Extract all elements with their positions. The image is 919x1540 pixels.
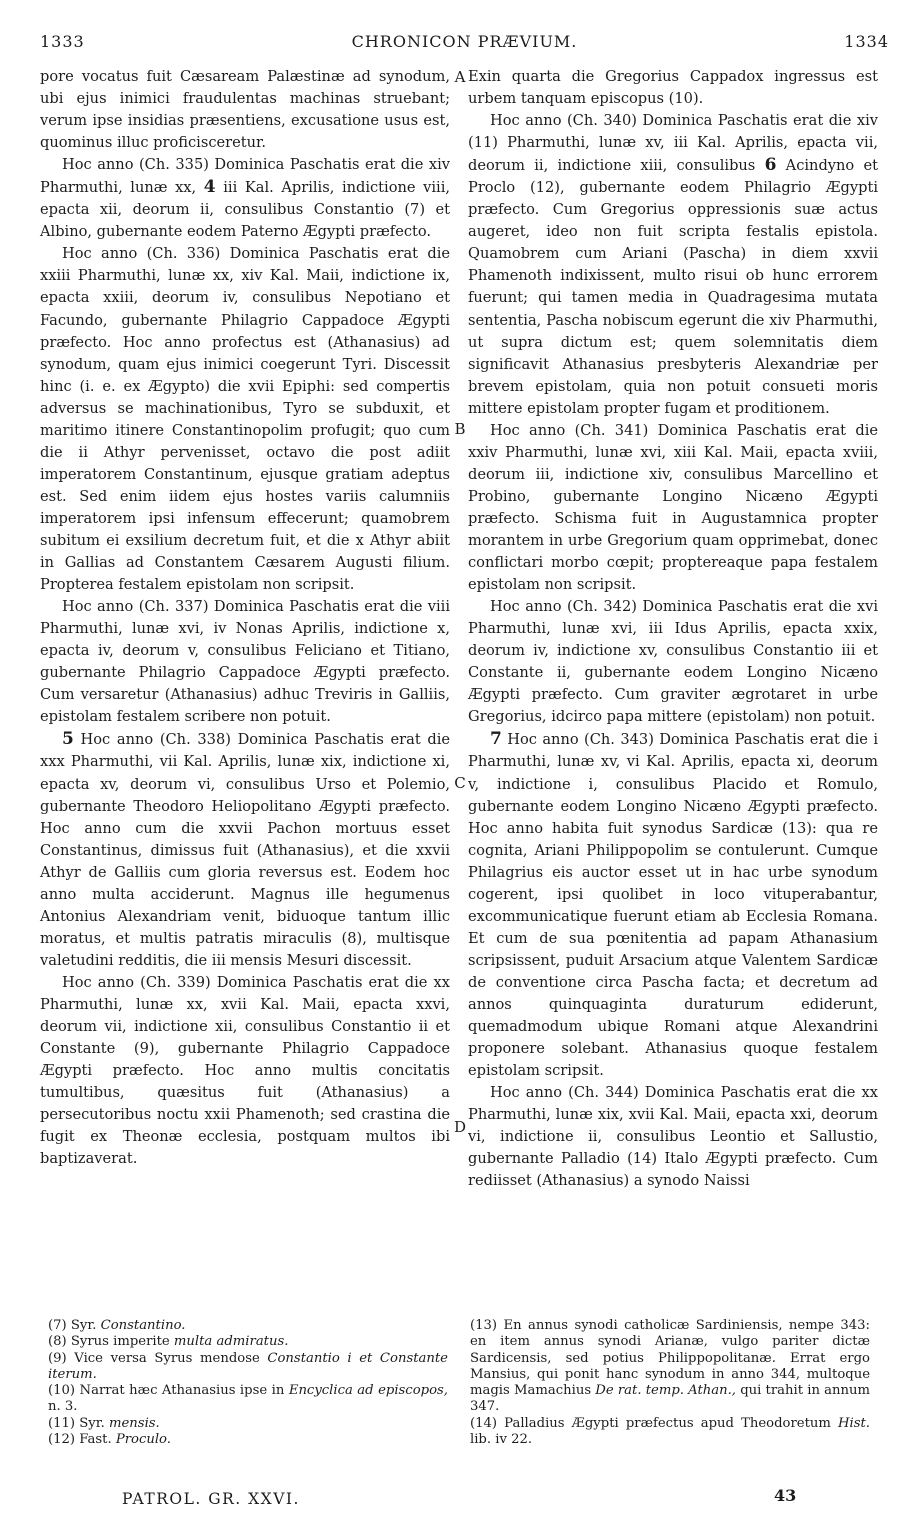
left-column <box>40 66 450 1170</box>
paragraph-text: Acindyno et Proclo (12), gubernante eodem Philagrio Ægypti præfecto. Cum Gregorius oppressionis suæ actus augeret, ideo non fuit scripta festalis epistola. Quamobrem cum Ariani (Pascha) in diem xxvii Phamenoth indixissent, multo risui ob hunc errorem fuerunt; qui tamen media in Quadragesima mutata sententia, Pascha nobiscum egerunt die xiv Pharmuthi, ut supra dictum est; quem solemnitatis diem significavit Athanasius presbyteris Alexandriæ per brevem epistolam, quia non potuit consueti moris mittere epistolam propter fugam et proditionem. <box>468 157 878 417</box>
footnote-text: (8) Syrus imperite <box>48 1334 170 1350</box>
page-number-right: 1334 <box>844 32 889 51</box>
footnote <box>48 1318 448 1334</box>
section-number: 6 <box>764 155 777 176</box>
footnotes-right <box>470 1318 870 1448</box>
running-head <box>40 32 889 56</box>
footnote-italic: Proculo. <box>115 1432 171 1448</box>
paragraph <box>468 728 878 1082</box>
right-column <box>468 66 878 1192</box>
paragraph: Hoc anno (Ch. 337) Dominica Paschatis erat die viii Pharmuthi, lunæ xvi, iv Nonas Aprilis, indictione x, epacta iv, deorum v, consulibus Feliciano et Titiano, gubernante Philagrio Cappadoce Ægypti præfecto. Cum versaretur (Athanasius) adhuc Treviris in Galliis, epistolam festalem scribere non potuit. <box>40 598 450 726</box>
paragraph: Hoc anno (Ch. 336) Dominica Paschatis erat die xxiii Pharmuthi, lunæ xx, xiv Kal. Maii, indictione ix, epacta xxiii, deorum iv, consulibus Nepotiano et Facundo, gubernante Philagrio Cappadoce Ægypti præfecto. Hoc anno profectus est (Athanasius) ad synodum, quam ejus inimici coegerunt Tyri. Discessit hinc (i. e. ex Ægypto) die xvii Epiphi: sed compertis adversus se machinationibus, Tyro se subduxit, et maritimo itinere Constantinopolim profugit; quo cum die ii Athyr pervenisset, octavo die post adiit imperatorem Constantinum, ejusque gratiam adeptus est. Sed enim iidem ejus hostes variis calumniis imperatorem ipsi infensum effecerunt; quamobrem subitum ei exsilium decretum fuit, et die x Athyr abiit in Gallias ad Constantem Cæsarem Augusti filium. Propterea festalem epistolam non scripsit. <box>40 245 450 594</box>
series-footer: PATROL. GR. XXVI. <box>122 1490 300 1508</box>
paragraph: Hoc anno (Ch. 342) Dominica Paschatis erat die xvi Pharmuthi, lunæ xvi, iii Idus Aprilis, epacta xxix, deorum iv, indictione xv, consulibus Constantio iii et Constante ii, gubernante eodem Longino Nicæno Ægypti præfecto. Cum graviter ægrotaret in urbe Gregorius, idcirco papa mittere (epistolam) non potuit. <box>468 598 878 726</box>
footnote <box>48 1334 448 1350</box>
footnote <box>470 1318 870 1416</box>
paragraph-text: Hoc anno (Ch. 340) Dominica Paschatis erat die xiv (11) Pharmuthi, lunæ xv, iii Kal. Aprilis, epacta vii, deorum ii, indictione xiii, consulibus <box>468 112 878 175</box>
footnote-text: (11) Syr. <box>48 1415 105 1431</box>
footnote-italic: Constantino. <box>100 1318 186 1333</box>
paragraph-text: Hoc anno (Ch. 335) Dominica Paschatis erat die xiv Pharmuthi, lunæ xx, <box>40 156 450 197</box>
footnote-text: (10) Narrat hæc Athanasius ipse in <box>48 1383 285 1399</box>
paragraph-text: iii Kal. Aprilis, indictione viii, epacta xii, deorum ii, consulibus Constantio (7) et Albino, gubernante eodem Paterno Ægypti præfecto. <box>40 179 451 241</box>
footnotes-left <box>48 1318 448 1448</box>
margin-letter-d: D <box>453 1118 467 1136</box>
paragraph: pore vocatus fuit Cæsaream Palæstinæ ad synodum, ubi ejus inimici fraudulentas machinas struebant; verum ipse insidias præsentiens, excusatione usus est, quominus illuc proficisceretur. <box>40 68 450 152</box>
section-number: 5 <box>62 729 74 750</box>
footnote-text: n. 3. <box>48 1399 78 1415</box>
signature-mark: 43 <box>774 1486 797 1505</box>
footnote-italic: mensis. <box>109 1415 160 1431</box>
footnote-italic: Encyclica ad episcopos, <box>288 1383 448 1399</box>
page-title: CHRONICON PRÆVIUM. <box>351 32 578 51</box>
paragraph-text: Hoc anno (Ch. 338) Dominica Paschatis erat die xxx Pharmuthi, vii Kal. Aprilis, lunæ xix, indictione xi, epacta xv, deorum vi, consulibus Urso et Polemio, gubernante Theodoro Heliopolitano Ægypti præfecto. Hoc anno cum die xxvii Pachon mortuus esset Constantinus, dimissus fuit (Athanasius), et die xxvii Athyr de Galliis cum gloria reversus est. Eodem hoc anno multa acciderunt. Magnus ille hegumenus Antonius Alexandriam venit, biduoque tantum illic moratus, et multis patratis miraculis (8), multisque valetudini redditis, die iii mensis Mesuri discessit. <box>40 731 451 969</box>
page-number-left: 1333 <box>40 32 85 51</box>
paragraph: Hoc anno (Ch. 339) Dominica Paschatis erat die xx Pharmuthi, lunæ xx, xvii Kal. Maii, epacta xxvi, deorum vii, indictione xii, consulibus Constantio ii et Constante (9), gubernante Philagrio Cappadoce Ægypti præfecto. Hoc anno multis concitatis tumultibus, quæsitus fuit (Athanasius) a persecutoribus noctu xxii Phamenoth; sed crastina die fugit ex Theonæ ecclesia, postquam multos ibi baptizaverat. <box>40 973 450 1168</box>
margin-letter-b: B <box>454 420 466 438</box>
footnote-text: (7) Syr. <box>48 1318 97 1333</box>
paragraph: Exin quarta die Gregorius Cappadox ingressus est urbem tanquam episcopus (10). <box>468 68 878 108</box>
footnote <box>48 1383 448 1416</box>
paragraph-text: Hoc anno (Ch. 343) Dominica Paschatis erat die i Pharmuthi, lunæ xv, vi Kal. Aprilis, epacta xi, deorum v, indictione i, consulibus Placido et Romulo, gubernante eodem Longino Nicæno Ægypti præfecto. Hoc anno habita fuit synodus Sardicæ (13): qua re cognita, Ariani Philippopolim se contulerunt. Cumque Philagrius eis auctor esset ut in hac urbe synodum cogerent, ipsi quolibet in loco vituperabantur, excommunicatique fuerunt etiam ab Ecclesia Romana. Et cum de sua pœnitentia ad papam Athanasium scripsissent, puduit Arsacium atque Valentem Sardicæ de conventione circa Pascha facta; et decretum ad annos quinquaginta duraturum ediderunt, quemadmodum ubique Romani atque Alexandrini proponere solebant. Athanasius quoque festalem epistolam scripsit. <box>468 731 879 1080</box>
section-number: 7 <box>490 729 502 750</box>
footnote <box>48 1432 448 1448</box>
paragraph <box>40 154 450 243</box>
footnote-text: (9) Vice versa Syrus mendose <box>48 1350 260 1366</box>
footnote-italic: multa admiratus. <box>173 1334 289 1350</box>
paragraph: Hoc anno (Ch. 341) Dominica Paschatis erat die xxiv Pharmuthi, lunæ xvi, xiii Kal. Maii, epacta xviii, deorum iii, indictione xiv, consulibus Marcellino et Probino, gubernante Longino Nicæno Ægypti præfecto. Schisma fuit in Augustamnica propter morantem in urbe Gregorium quam opprimebat, donec conflictari morbo cœpit; proptereaque papa festalem epistolam non scripsit. <box>468 421 878 594</box>
margin-letter-a: A <box>454 68 466 86</box>
footnote-text: qui trahit in annum 347. <box>470 1383 870 1415</box>
paragraph: Hoc anno (Ch. 344) Dominica Paschatis erat die xx Pharmuthi, lunæ xix, xvii Kal. Maii, epacta xxi, deorum vi, indictione ii, consulibus Leontio et Sallustio, gubernante Palladio (14) Italo Ægypti præfecto. Cum rediisset (Athanasius) a synodo Naissi <box>468 1084 878 1190</box>
footnote-text: lib. iv 22. <box>470 1432 533 1448</box>
paragraph <box>40 728 450 972</box>
footnote <box>470 1416 870 1449</box>
footnote <box>48 1351 448 1384</box>
section-number: 4 <box>203 177 216 198</box>
footnote-text: (13) En annus synodi catholicæ Sardiniensis, nempe 343: en item annus synodi Arianæ, vulgo pariter dictæ Sardicensis, sed potius Philippopolitanæ. Errat ergo Mansius, qui ponit hanc synodum in anno 344, multoque magis Mamachius <box>470 1318 870 1399</box>
footnote-italic: Hist. <box>838 1415 870 1431</box>
paragraph <box>468 110 878 420</box>
footnote-italic: De rat. temp. Athan., <box>595 1383 736 1399</box>
margin-letter-c: C <box>454 774 466 792</box>
footnote-text: (12) Fast. <box>48 1432 112 1448</box>
footnote-italic: Constantio i et Constante iterum. <box>48 1350 448 1382</box>
footnote <box>48 1416 448 1432</box>
footnote-text: (14) Palladius Ægypti præfectus apud Theodoretum <box>470 1415 831 1431</box>
